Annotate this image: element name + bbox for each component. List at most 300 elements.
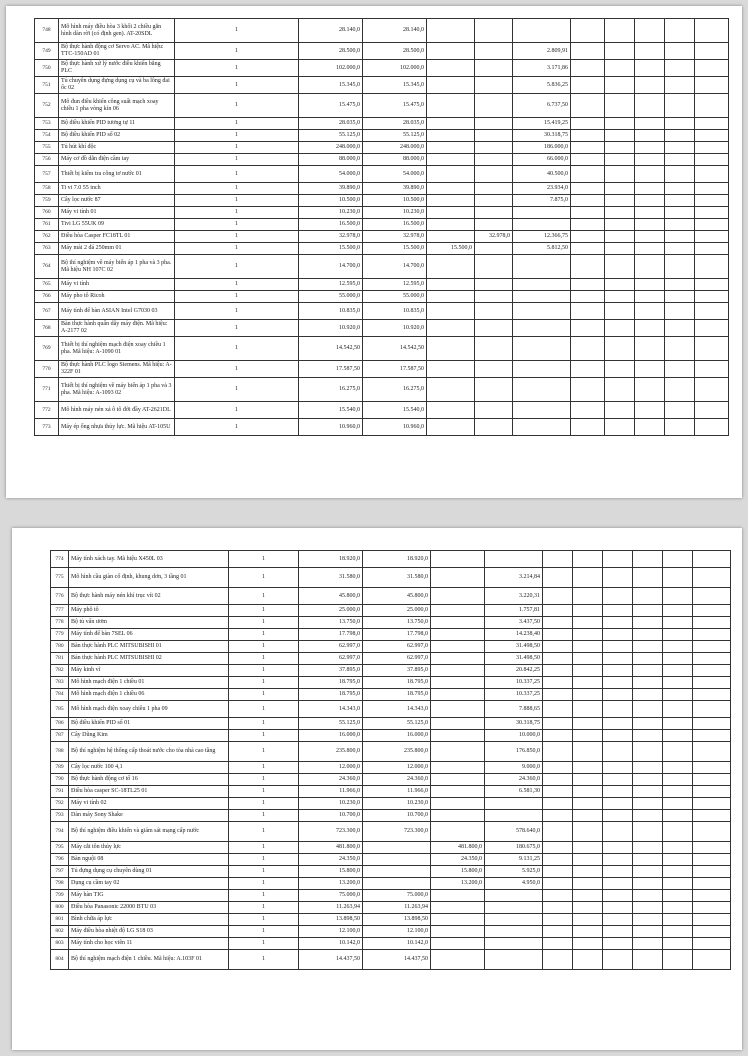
empty-cell (603, 617, 633, 629)
total-value-cell (363, 854, 431, 866)
original-price-cell: 10.835,0 (299, 303, 363, 320)
empty-cell (543, 588, 573, 605)
empty-cell (633, 890, 663, 902)
empty-cell (663, 950, 693, 970)
empty-cell (693, 568, 731, 588)
remaining-value-cell: 30.318,75 (513, 130, 571, 142)
empty-cell (573, 890, 603, 902)
table-row (51, 629, 731, 641)
remaining-value-cell: 9.000,0 (485, 762, 543, 774)
empty-cell (571, 183, 605, 195)
empty-cell (603, 914, 633, 926)
quantity-cell: 1 (175, 94, 299, 118)
quantity-cell: 1 (175, 255, 299, 279)
row-number-cell: 795 (51, 842, 69, 854)
empty-cell (603, 786, 633, 798)
empty-cell (693, 742, 731, 762)
scanned-page-2 (12, 528, 742, 1050)
value-cell (475, 154, 513, 166)
remaining-value-cell: 3.214,84 (485, 568, 543, 588)
asset-name-cell: Bộ thực hành động cơ Servo AC. Mã hiệu: TTC-150AD 01 (59, 43, 175, 60)
remaining-value-cell: 23.934,0 (513, 183, 571, 195)
quantity-cell: 1 (229, 798, 299, 810)
total-value-cell: 18.795,0 (363, 689, 431, 701)
original-price-cell: 13.898,50 (299, 914, 363, 926)
row-number-cell: 759 (35, 195, 59, 207)
empty-cell (695, 154, 729, 166)
empty-cell (633, 653, 663, 665)
value-cell (427, 130, 475, 142)
asset-name-cell: Bộ thí nghiệm mạch điện 1 chiều. Mã hiệu: A.103F 01 (69, 950, 229, 970)
remaining-value-cell: 24.360,0 (485, 774, 543, 786)
scanned-page-1 (6, 6, 742, 498)
original-price-cell: 32.978,0 (299, 231, 363, 243)
total-value-cell: 24.360,0 (363, 774, 431, 786)
remaining-value-cell: 180.675,0 (485, 842, 543, 854)
empty-cell (633, 866, 663, 878)
empty-cell (633, 950, 663, 970)
empty-cell (695, 219, 729, 231)
row-number-cell: 768 (35, 320, 59, 337)
empty-cell (603, 878, 633, 890)
empty-cell (693, 950, 731, 970)
empty-cell (573, 605, 603, 617)
row-number-cell: 750 (35, 60, 59, 77)
empty-cell (635, 231, 665, 243)
asset-name-cell: Máy kinh vĩ (69, 665, 229, 677)
empty-cell (633, 762, 663, 774)
asset-name-cell: Bàn thực hành PLC MITSUBISHI 01 (69, 641, 229, 653)
empty-cell (693, 689, 731, 701)
total-value-cell: 75.000,0 (363, 890, 431, 902)
quantity-cell: 1 (175, 303, 299, 320)
empty-cell (605, 183, 635, 195)
table-row (51, 677, 731, 689)
table-row (51, 718, 731, 730)
remaining-value-cell: 5.836,25 (513, 77, 571, 94)
total-value-cell: 28.140,0 (363, 19, 427, 43)
remaining-value-cell: 7.888,65 (485, 701, 543, 718)
value-cell (475, 183, 513, 195)
total-value-cell: 55.125,0 (363, 130, 427, 142)
row-number-cell: 804 (51, 950, 69, 970)
total-value-cell: 12.100,0 (363, 926, 431, 938)
value-cell (427, 154, 475, 166)
value-cell (427, 419, 475, 436)
asset-name-cell: Ti vi 7.0 55 inch (59, 183, 175, 195)
table-row (51, 588, 731, 605)
empty-cell (571, 77, 605, 94)
remaining-value-cell (513, 219, 571, 231)
empty-cell (633, 914, 663, 926)
empty-cell (695, 130, 729, 142)
quantity-cell: 1 (175, 19, 299, 43)
empty-cell (693, 762, 731, 774)
row-number-cell: 796 (51, 854, 69, 866)
total-value-cell: 45.800,0 (363, 588, 431, 605)
remaining-value-cell: 15.419,25 (513, 118, 571, 130)
empty-cell (663, 629, 693, 641)
total-value-cell: 55.125,0 (363, 718, 431, 730)
original-price-cell: 17.798,0 (299, 629, 363, 641)
table-row (51, 854, 731, 866)
total-value-cell: 55.000,0 (363, 291, 427, 303)
empty-cell (633, 938, 663, 950)
value-cell (475, 166, 513, 183)
quantity-cell: 1 (175, 219, 299, 231)
asset-name-cell: Mô hình máy nén xả ô tô đời đầy AT-2621DL (59, 402, 175, 419)
remaining-value-cell (513, 291, 571, 303)
table-row (51, 914, 731, 926)
empty-cell (635, 77, 665, 94)
asset-name-cell: Bàn nguội 08 (69, 854, 229, 866)
empty-cell (571, 94, 605, 118)
quantity-cell: 1 (229, 588, 299, 605)
quantity-cell: 1 (229, 730, 299, 742)
value-cell (427, 166, 475, 183)
empty-cell (695, 207, 729, 219)
row-number-cell: 779 (51, 629, 69, 641)
asset-name-cell: Bình chữa áp lực (69, 914, 229, 926)
table-row (35, 419, 729, 436)
empty-cell (693, 902, 731, 914)
empty-cell (663, 774, 693, 786)
empty-cell (571, 166, 605, 183)
original-price-cell: 17.587,50 (299, 361, 363, 378)
quantity-cell: 1 (175, 142, 299, 154)
asset-name-cell: Bộ điều khiển PID tương tự 11 (59, 118, 175, 130)
quantity-cell: 1 (175, 320, 299, 337)
remaining-value-cell (485, 551, 543, 568)
empty-cell (635, 255, 665, 279)
value-cell (427, 142, 475, 154)
value-cell: 15.500,0 (427, 243, 475, 255)
empty-cell (605, 303, 635, 320)
value-cell (431, 762, 485, 774)
table-row (51, 822, 731, 842)
empty-cell (571, 303, 605, 320)
asset-name-cell: Mô hình mạch điện xoay chiều 1 pha 09 (69, 701, 229, 718)
row-number-cell: 748 (35, 19, 59, 43)
empty-cell (663, 810, 693, 822)
empty-cell (633, 641, 663, 653)
row-number-cell: 763 (35, 243, 59, 255)
row-number-cell: 782 (51, 665, 69, 677)
empty-cell (693, 653, 731, 665)
empty-cell (695, 303, 729, 320)
original-price-cell: 15.475,0 (299, 94, 363, 118)
empty-cell (693, 786, 731, 798)
empty-cell (663, 762, 693, 774)
quantity-cell: 1 (175, 291, 299, 303)
value-cell (431, 786, 485, 798)
total-value-cell: 10.700,0 (363, 810, 431, 822)
empty-cell (603, 762, 633, 774)
value-cell (431, 810, 485, 822)
empty-cell (633, 774, 663, 786)
total-value-cell: 37.895,0 (363, 665, 431, 677)
asset-name-cell: Thiết bị kiểm tra công tơ nước 01 (59, 166, 175, 183)
empty-cell (543, 762, 573, 774)
original-price-cell: 11.263,94 (299, 902, 363, 914)
value-cell (431, 641, 485, 653)
empty-cell (543, 854, 573, 866)
empty-cell (571, 337, 605, 361)
original-price-cell: 10.960,0 (299, 419, 363, 436)
remaining-value-cell (485, 890, 543, 902)
original-price-cell: 235.800,0 (299, 742, 363, 762)
value-cell (431, 774, 485, 786)
empty-cell (605, 142, 635, 154)
empty-cell (665, 118, 695, 130)
empty-cell (695, 183, 729, 195)
asset-name-cell: Điều hòa casper SC-18TL25 01 (69, 786, 229, 798)
empty-cell (605, 154, 635, 166)
empty-cell (663, 822, 693, 842)
remaining-value-cell: 5.925,0 (485, 866, 543, 878)
empty-cell (665, 402, 695, 419)
row-number-cell: 791 (51, 786, 69, 798)
total-value-cell: 31.580,0 (363, 568, 431, 588)
total-value-cell: 235.800,0 (363, 742, 431, 762)
remaining-value-cell: 4.950,0 (485, 878, 543, 890)
value-cell (427, 118, 475, 130)
remaining-value-cell: 3.437,50 (485, 617, 543, 629)
empty-cell (663, 588, 693, 605)
empty-cell (663, 689, 693, 701)
original-price-cell: 102.000,0 (299, 60, 363, 77)
empty-cell (603, 866, 633, 878)
table-row (51, 878, 731, 890)
row-number-cell: 788 (51, 742, 69, 762)
asset-name-cell: Máy cơ đồ dẫn điện cầm tay (59, 154, 175, 166)
table-row (51, 938, 731, 950)
empty-cell (633, 786, 663, 798)
remaining-value-cell (485, 926, 543, 938)
empty-cell (633, 605, 663, 617)
quantity-cell: 1 (229, 742, 299, 762)
original-price-cell: 10.230,0 (299, 798, 363, 810)
row-number-cell: 770 (35, 361, 59, 378)
original-price-cell: 75.000,0 (299, 890, 363, 902)
remaining-value-cell (513, 279, 571, 291)
empty-cell (633, 798, 663, 810)
asset-name-cell: Thiết bị thí nghiệm về máy biến áp 1 pha và 3 pha. Mã hiệu: A-1093 02 (59, 378, 175, 402)
asset-name-cell: Máy vi tính 02 (69, 798, 229, 810)
empty-cell (693, 677, 731, 689)
empty-cell (603, 653, 633, 665)
original-price-cell: 10.142,0 (299, 938, 363, 950)
empty-cell (693, 617, 731, 629)
quantity-cell: 1 (175, 402, 299, 419)
empty-cell (665, 207, 695, 219)
empty-cell (635, 419, 665, 436)
asset-name-cell: Mô hình máy điều hòa 3 khối 2 chiều gắn hình dàn rời (có định gen). AT-20SDL (59, 19, 175, 43)
asset-name-cell: Cây lọc nước 87 (59, 195, 175, 207)
quantity-cell: 1 (175, 279, 299, 291)
original-price-cell: 88.000,0 (299, 154, 363, 166)
original-price-cell: 10.920,0 (299, 320, 363, 337)
empty-cell (663, 842, 693, 854)
empty-cell (603, 701, 633, 718)
empty-cell (605, 291, 635, 303)
remaining-value-cell: 30.318,75 (485, 718, 543, 730)
empty-cell (693, 701, 731, 718)
asset-name-cell: Máy điều hòa nhiệt độ LG S18 03 (69, 926, 229, 938)
empty-cell (573, 914, 603, 926)
asset-table-2 (50, 550, 731, 970)
quantity-cell: 1 (229, 878, 299, 890)
row-number-cell: 769 (35, 337, 59, 361)
table-row (35, 303, 729, 320)
empty-cell (663, 742, 693, 762)
row-number-cell: 785 (51, 701, 69, 718)
total-value-cell: 11.966,0 (363, 786, 431, 798)
empty-cell (635, 19, 665, 43)
empty-cell (693, 866, 731, 878)
value-cell (427, 279, 475, 291)
empty-cell (603, 677, 633, 689)
empty-cell (603, 629, 633, 641)
empty-cell (693, 842, 731, 854)
original-price-cell: 14.700,0 (299, 255, 363, 279)
remaining-value-cell: 10.337,25 (485, 677, 543, 689)
empty-cell (635, 118, 665, 130)
empty-cell (663, 730, 693, 742)
empty-cell (665, 94, 695, 118)
empty-cell (633, 718, 663, 730)
total-value-cell: 88.000,0 (363, 154, 427, 166)
empty-cell (543, 842, 573, 854)
value-cell (427, 255, 475, 279)
empty-cell (693, 774, 731, 786)
value-cell (475, 320, 513, 337)
remaining-value-cell: 12.366,75 (513, 231, 571, 243)
original-price-cell: 10.700,0 (299, 810, 363, 822)
quantity-cell: 1 (175, 43, 299, 60)
value-cell (427, 337, 475, 361)
original-price-cell: 31.580,0 (299, 568, 363, 588)
value-cell (427, 43, 475, 60)
empty-cell (571, 60, 605, 77)
original-price-cell: 37.895,0 (299, 665, 363, 677)
row-number-cell: 778 (51, 617, 69, 629)
empty-cell (543, 742, 573, 762)
asset-name-cell: Bộ thí nghiệm về máy biến áp 1 pha và 3 pha. Mã hiệu NH 107C 02 (59, 255, 175, 279)
row-number-cell: 777 (51, 605, 69, 617)
remaining-value-cell (485, 798, 543, 810)
empty-cell (663, 902, 693, 914)
value-cell (431, 926, 485, 938)
empty-cell (605, 94, 635, 118)
row-number-cell: 797 (51, 866, 69, 878)
total-value-cell: 28.500,0 (363, 43, 427, 60)
empty-cell (605, 118, 635, 130)
remaining-value-cell (485, 950, 543, 970)
empty-cell (633, 551, 663, 568)
original-price-cell: 55.000,0 (299, 291, 363, 303)
table-row (35, 402, 729, 419)
empty-cell (573, 629, 603, 641)
original-price-cell: 723.300,0 (299, 822, 363, 842)
quantity-cell: 1 (229, 890, 299, 902)
row-number-cell: 793 (51, 810, 69, 822)
empty-cell (633, 568, 663, 588)
table-row (51, 762, 731, 774)
empty-cell (543, 878, 573, 890)
remaining-value-cell (513, 419, 571, 436)
row-number-cell: 798 (51, 878, 69, 890)
value-cell (427, 195, 475, 207)
empty-cell (695, 255, 729, 279)
empty-cell (573, 551, 603, 568)
table-row (35, 207, 729, 219)
quantity-cell: 1 (229, 641, 299, 653)
empty-cell (633, 588, 663, 605)
asset-name-cell: Thiết bị thí nghiệm mạch điện xoay chiều 1 pha. Mã hiệu: A-1090 01 (59, 337, 175, 361)
total-value-cell: 18.795,0 (363, 677, 431, 689)
value-cell (431, 605, 485, 617)
empty-cell (543, 950, 573, 970)
table-row (51, 842, 731, 854)
empty-cell (605, 337, 635, 361)
empty-cell (665, 154, 695, 166)
value-cell (427, 303, 475, 320)
empty-cell (543, 926, 573, 938)
value-cell (431, 902, 485, 914)
quantity-cell: 1 (229, 950, 299, 970)
original-price-cell: 16.275,0 (299, 378, 363, 402)
value-cell (427, 378, 475, 402)
total-value-cell: 15.475,0 (363, 94, 427, 118)
value-cell: 24.350,0 (431, 854, 485, 866)
empty-cell (573, 701, 603, 718)
quantity-cell: 1 (229, 854, 299, 866)
empty-cell (603, 641, 633, 653)
empty-cell (605, 130, 635, 142)
original-price-cell: 62.997,0 (299, 641, 363, 653)
empty-cell (635, 43, 665, 60)
table-row (35, 77, 729, 94)
original-price-cell: 55.125,0 (299, 130, 363, 142)
asset-name-cell: Bộ điều khiển PID số 02 (59, 130, 175, 142)
empty-cell (663, 890, 693, 902)
row-number-cell: 762 (35, 231, 59, 243)
empty-cell (663, 605, 693, 617)
empty-cell (633, 742, 663, 762)
value-cell (427, 60, 475, 77)
empty-cell (693, 641, 731, 653)
empty-cell (663, 878, 693, 890)
remaining-value-cell: 10.000,0 (485, 730, 543, 742)
table-row (35, 183, 729, 195)
value-cell (431, 822, 485, 842)
empty-cell (663, 665, 693, 677)
original-price-cell: 28.140,0 (299, 19, 363, 43)
quantity-cell: 1 (175, 130, 299, 142)
asset-name-cell: Bàn thực hành PLC MITSUBISHI 02 (69, 653, 229, 665)
asset-name-cell: Máy tính xách tay. Mã hiệu X450L 03 (69, 551, 229, 568)
asset-name-cell: Tủ hút khí độc (59, 142, 175, 154)
table-row (51, 665, 731, 677)
total-value-cell: 10.835,0 (363, 303, 427, 320)
value-cell (431, 568, 485, 588)
quantity-cell: 1 (229, 842, 299, 854)
empty-cell (573, 810, 603, 822)
remaining-value-cell: 20.842,25 (485, 665, 543, 677)
empty-cell (571, 320, 605, 337)
row-number-cell: 772 (35, 402, 59, 419)
